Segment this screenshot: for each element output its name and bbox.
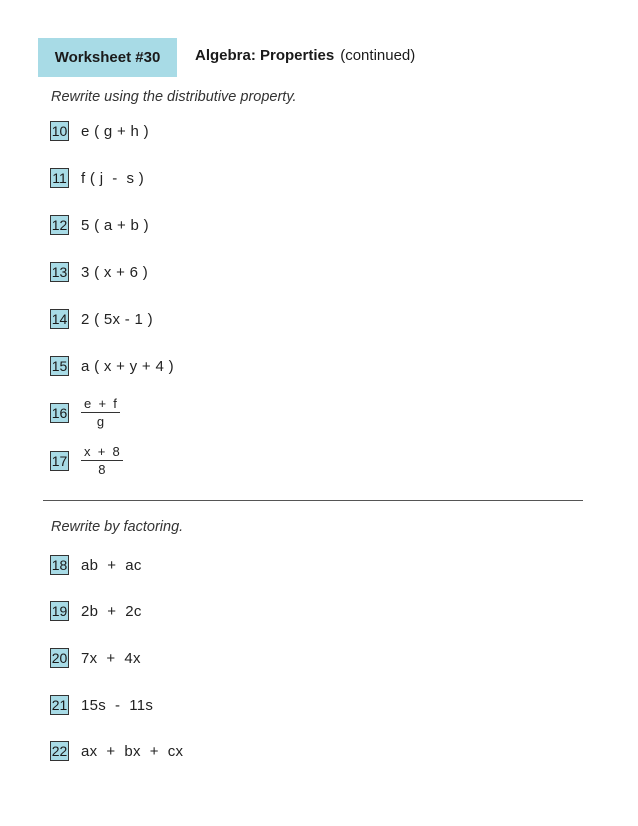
problem-number: 11	[50, 168, 69, 188]
problem-number: 21	[51, 697, 68, 713]
problem-19	[50, 600, 142, 622]
problem-number: 10	[51, 123, 68, 139]
problem-number: 17	[51, 453, 68, 469]
problem-11	[50, 167, 144, 189]
problem-expression: e ( g + h )	[81, 122, 149, 140]
problem-number: 19	[51, 603, 68, 619]
problem-12	[50, 214, 149, 236]
problem-number: 20	[51, 650, 68, 666]
problem-17	[50, 444, 123, 477]
fraction-numerator: e + f	[81, 397, 120, 413]
fraction	[81, 445, 123, 477]
problem-number: 14	[51, 311, 68, 327]
fraction-denominator: 8	[98, 462, 106, 477]
problem-expression: 15s - 11s	[81, 696, 154, 714]
worksheet-badge	[38, 38, 177, 77]
section1-instruction: Rewrite using the distributive property.	[51, 89, 297, 105]
problem-number: 16	[51, 405, 68, 421]
problem-expression: 7x + 4x	[81, 649, 141, 667]
problem-expression: 2b + 2c	[81, 602, 142, 620]
fraction	[81, 397, 120, 429]
problem-21	[50, 694, 153, 716]
section-divider	[43, 500, 583, 501]
worksheet-number: Worksheet #30	[54, 49, 161, 66]
problem-number: 12	[51, 217, 68, 233]
problem-14	[50, 308, 153, 330]
problem-expression: a ( x + y + 4 )	[81, 357, 174, 375]
fraction-numerator: x + 8	[81, 445, 123, 461]
problem-15	[50, 355, 174, 377]
fraction-denominator: g	[96, 414, 105, 429]
subtitle-text: (continued)	[340, 47, 416, 64]
title-text: Algebra: Properties	[195, 47, 335, 64]
problem-expression: 5 ( a + b )	[81, 216, 149, 234]
problem-expression: 3 ( x + 6 )	[81, 263, 149, 281]
problem-13	[50, 261, 148, 283]
problem-10	[50, 120, 149, 142]
problem-expression: 2 ( 5x - 1 )	[81, 310, 153, 328]
page-title	[195, 47, 415, 64]
problem-expression: ab + ac	[81, 556, 142, 574]
problem-expression: f ( j - s )	[81, 169, 145, 187]
problem-number: 18	[51, 557, 68, 573]
problem-number: 15	[51, 358, 68, 374]
section2-instruction: Rewrite by factoring.	[51, 519, 184, 535]
problem-expression: ax + bx + cx	[81, 742, 184, 760]
problem-16	[50, 396, 120, 429]
problem-number: 13	[51, 264, 68, 280]
problem-22	[50, 740, 183, 762]
problem-20	[50, 647, 141, 669]
problem-number: 22	[51, 743, 68, 759]
problem-18	[50, 554, 142, 576]
